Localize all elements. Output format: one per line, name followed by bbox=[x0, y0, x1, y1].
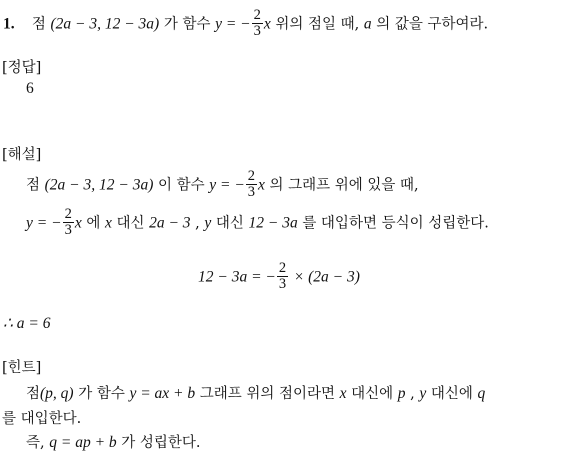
problem-text-4: 의 값을 구하여라. bbox=[376, 16, 489, 33]
variable-p: p bbox=[397, 385, 406, 402]
display-equation bbox=[198, 262, 360, 293]
variable-x: x bbox=[339, 385, 347, 402]
variable-y: y bbox=[204, 214, 212, 232]
hint-text: 점 bbox=[26, 386, 41, 402]
hint-text: 대신에 bbox=[430, 386, 473, 402]
problem-text-3: 위의 점일 때, bbox=[275, 16, 360, 33]
linear-function: y = ax + b bbox=[129, 385, 196, 402]
hint-line-1 bbox=[26, 384, 485, 404]
hint-text: 가 성립한다. bbox=[121, 435, 201, 451]
fraction: $\frac{2}{3}$ bbox=[247, 168, 256, 200]
problem-var-a: a bbox=[363, 15, 372, 33]
problem-fraction: $\frac{2}{3}$ bbox=[253, 7, 261, 39]
equation-lhs: 12 − 3a = − bbox=[198, 268, 276, 286]
problem-coordinate: (2a − 3, 12 − 3a) bbox=[50, 15, 160, 33]
expression: 12 − 3a bbox=[248, 214, 298, 232]
hint-text: 대신에 bbox=[351, 386, 394, 402]
hint-line-3 bbox=[26, 433, 201, 453]
hint-line-2: 를 대입한다. bbox=[2, 411, 82, 427]
expression: 2a − 3 bbox=[149, 214, 191, 232]
explanation-text: 점 bbox=[26, 177, 41, 194]
explanation-coordinate: (2a − 3, 12 − 3a) bbox=[44, 176, 154, 194]
hint-text: 가 함수 bbox=[78, 386, 125, 402]
answer-value: 6 bbox=[26, 80, 34, 97]
explanation-text: 대신 bbox=[116, 215, 145, 232]
explanation-text: 대신 bbox=[215, 215, 244, 232]
problem-number: 1. bbox=[3, 15, 15, 33]
problem-function-lhs: y = − bbox=[215, 15, 251, 33]
variable-y: y bbox=[419, 385, 427, 402]
explanation-line-2 bbox=[26, 208, 489, 239]
point-pq: (p, q) bbox=[40, 385, 74, 402]
comma: , bbox=[195, 215, 200, 232]
fraction: $\frac{2}{3}$ bbox=[278, 260, 287, 292]
function-lhs: y = − bbox=[209, 176, 245, 194]
function-x: x bbox=[74, 214, 82, 232]
explanation-text: 의 그래프 위에 있을 때, bbox=[269, 177, 419, 194]
variable-x: x bbox=[104, 214, 112, 232]
hint-text: 즉, bbox=[26, 435, 45, 451]
hint-label: [힌트] bbox=[2, 360, 42, 376]
function-x: x bbox=[258, 176, 265, 194]
problem-text-2: 가 함수 bbox=[163, 16, 211, 33]
function-lhs: y = − bbox=[26, 214, 62, 232]
explanation-text: 를 대입하면 등식이 성립한다. bbox=[302, 215, 489, 232]
comma: , bbox=[410, 386, 415, 402]
problem-function-x: x bbox=[263, 15, 271, 33]
explanation-text: 이 함수 bbox=[157, 177, 205, 194]
problem-text-1: 점 bbox=[31, 16, 46, 33]
equation-rhs: × (2a − 3) bbox=[293, 268, 360, 286]
variable-q: q bbox=[477, 385, 486, 402]
hint-text: 그래프 위의 점이라면 bbox=[199, 386, 336, 402]
explanation-text: 에 bbox=[86, 215, 101, 232]
fraction: $\frac{2}{3}$ bbox=[64, 206, 72, 238]
explanation-line-1 bbox=[26, 170, 419, 201]
hint-equation: q = ap + b bbox=[49, 434, 117, 451]
answer-label: [정답] bbox=[2, 60, 42, 76]
explanation-label: [해설] bbox=[2, 147, 42, 163]
conclusion: ∴ a = 6 bbox=[3, 315, 51, 332]
problem-statement bbox=[3, 9, 488, 40]
